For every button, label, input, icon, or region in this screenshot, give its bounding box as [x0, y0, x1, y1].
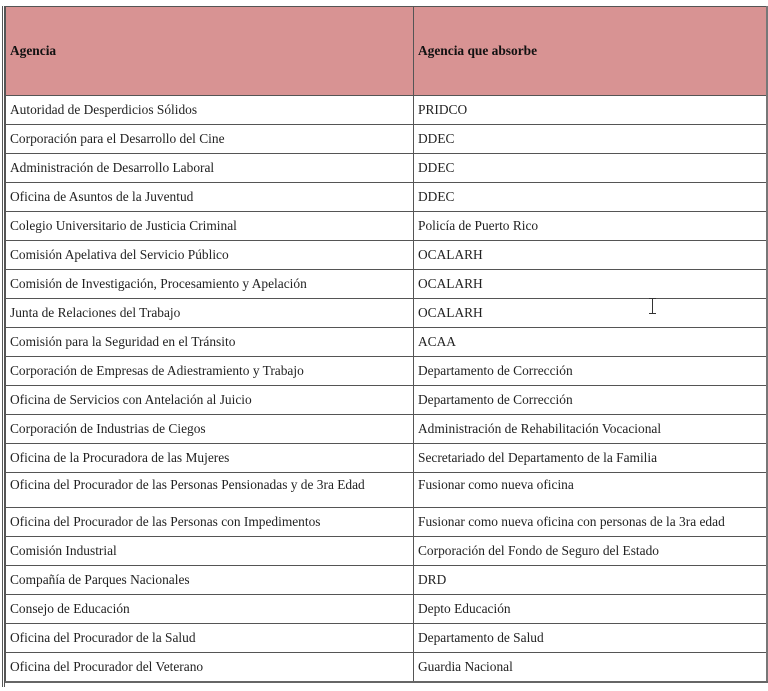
cell-agencia[interactable]: Comisión Apelativa del Servicio Público — [6, 241, 414, 270]
agency-table — [5, 6, 768, 683]
table-row — [6, 624, 768, 653]
cell-agencia[interactable]: Oficina de la Procuradora de las Mujeres — [6, 444, 414, 473]
table-header-row — [6, 7, 768, 96]
cell-agencia[interactable]: Oficina del Procurador de las Personas con Impedimentos — [6, 508, 414, 537]
cell-agencia-que-absorbe[interactable]: Fusionar como nueva oficina — [414, 473, 768, 508]
table-row — [6, 183, 768, 212]
cell-agencia[interactable]: Oficina de Asuntos de la Juventud — [6, 183, 414, 212]
cell-agencia[interactable]: Consejo de Educación — [6, 595, 414, 624]
cell-agencia[interactable]: Corporación de Empresas de Adiestramiento y Trabajo — [6, 357, 414, 386]
table-row — [6, 154, 768, 183]
cell-agencia[interactable]: Comisión de Investigación, Procesamiento y Apelación — [6, 270, 414, 299]
cell-agencia-que-absorbe[interactable]: PRIDCO — [414, 96, 768, 125]
table-row — [6, 415, 768, 444]
cell-agencia-que-absorbe[interactable]: DDEC — [414, 125, 768, 154]
cell-agencia-que-absorbe[interactable]: DDEC — [414, 154, 768, 183]
table-row — [6, 212, 768, 241]
table-row — [6, 270, 768, 299]
cell-agencia[interactable]: Administración de Desarrollo Laboral — [6, 154, 414, 183]
cell-agencia-que-absorbe[interactable]: ACAA — [414, 328, 768, 357]
cell-agencia-que-absorbe[interactable]: DDEC — [414, 183, 768, 212]
cell-agencia-que-absorbe[interactable]: Departamento de Corrección — [414, 357, 768, 386]
table-row — [6, 241, 768, 270]
cell-agencia[interactable]: Oficina del Procurador de las Personas Pensionadas y de 3ra Edad — [6, 473, 414, 508]
header-agencia: Agencia — [6, 7, 414, 96]
cell-agencia-que-absorbe[interactable]: Depto Educación — [414, 595, 768, 624]
cell-agencia[interactable]: Oficina del Procurador del Veterano — [6, 653, 414, 683]
cell-agencia[interactable]: Oficina de Servicios con Antelación al Juicio — [6, 386, 414, 415]
cell-agencia-que-absorbe[interactable]: Guardia Nacional — [414, 653, 768, 683]
cell-agencia-que-absorbe[interactable]: Secretariado del Departamento de la Familia — [414, 444, 768, 473]
table-row — [6, 386, 768, 415]
cell-agencia-que-absorbe[interactable]: Policía de Puerto Rico — [414, 212, 768, 241]
cell-agencia[interactable]: Compañía de Parques Nacionales — [6, 566, 414, 595]
cell-agencia-que-absorbe[interactable]: Corporación del Fondo de Seguro del Estado — [414, 537, 768, 566]
cell-agencia-que-absorbe[interactable]: Departamento de Corrección — [414, 386, 768, 415]
table-row — [6, 96, 768, 125]
cell-agencia-que-absorbe[interactable]: OCALARH — [414, 299, 768, 328]
cell-agencia[interactable]: Oficina del Procurador de la Salud — [6, 624, 414, 653]
cell-agencia-que-absorbe[interactable]: Fusionar como nueva oficina con personas de la 3ra edad — [414, 508, 768, 537]
cell-agencia-que-absorbe[interactable]: OCALARH — [414, 270, 768, 299]
table-row — [6, 473, 768, 508]
text-cursor-icon — [649, 298, 656, 314]
cell-agencia[interactable]: Comisión Industrial — [6, 537, 414, 566]
cell-agencia[interactable]: Corporación para el Desarrollo del Cine — [6, 125, 414, 154]
header-agencia-que-absorbe: Agencia que absorbe — [414, 7, 768, 96]
table-row — [6, 508, 768, 537]
cell-agencia-que-absorbe[interactable]: DRD — [414, 566, 768, 595]
cell-agencia[interactable]: Corporación de Industrias de Ciegos — [6, 415, 414, 444]
cell-agencia[interactable]: Comisión para la Seguridad en el Tránsito — [6, 328, 414, 357]
cell-agencia[interactable]: Junta de Relaciones del Trabajo — [6, 299, 414, 328]
cell-agencia-que-absorbe[interactable]: Administración de Rehabilitación Vocacional — [414, 415, 768, 444]
cell-agencia-que-absorbe[interactable]: OCALARH — [414, 241, 768, 270]
table-row — [6, 444, 768, 473]
table-row — [6, 328, 768, 357]
cell-agencia[interactable]: Colegio Universitario de Justicia Criminal — [6, 212, 414, 241]
table-row — [6, 357, 768, 386]
cell-agencia-que-absorbe[interactable]: Departamento de Salud — [414, 624, 768, 653]
table-row — [6, 537, 768, 566]
table-row — [6, 653, 768, 683]
table-row — [6, 566, 768, 595]
table-row — [6, 125, 768, 154]
table-row — [6, 595, 768, 624]
cell-agencia[interactable]: Autoridad de Desperdicios Sólidos — [6, 96, 414, 125]
